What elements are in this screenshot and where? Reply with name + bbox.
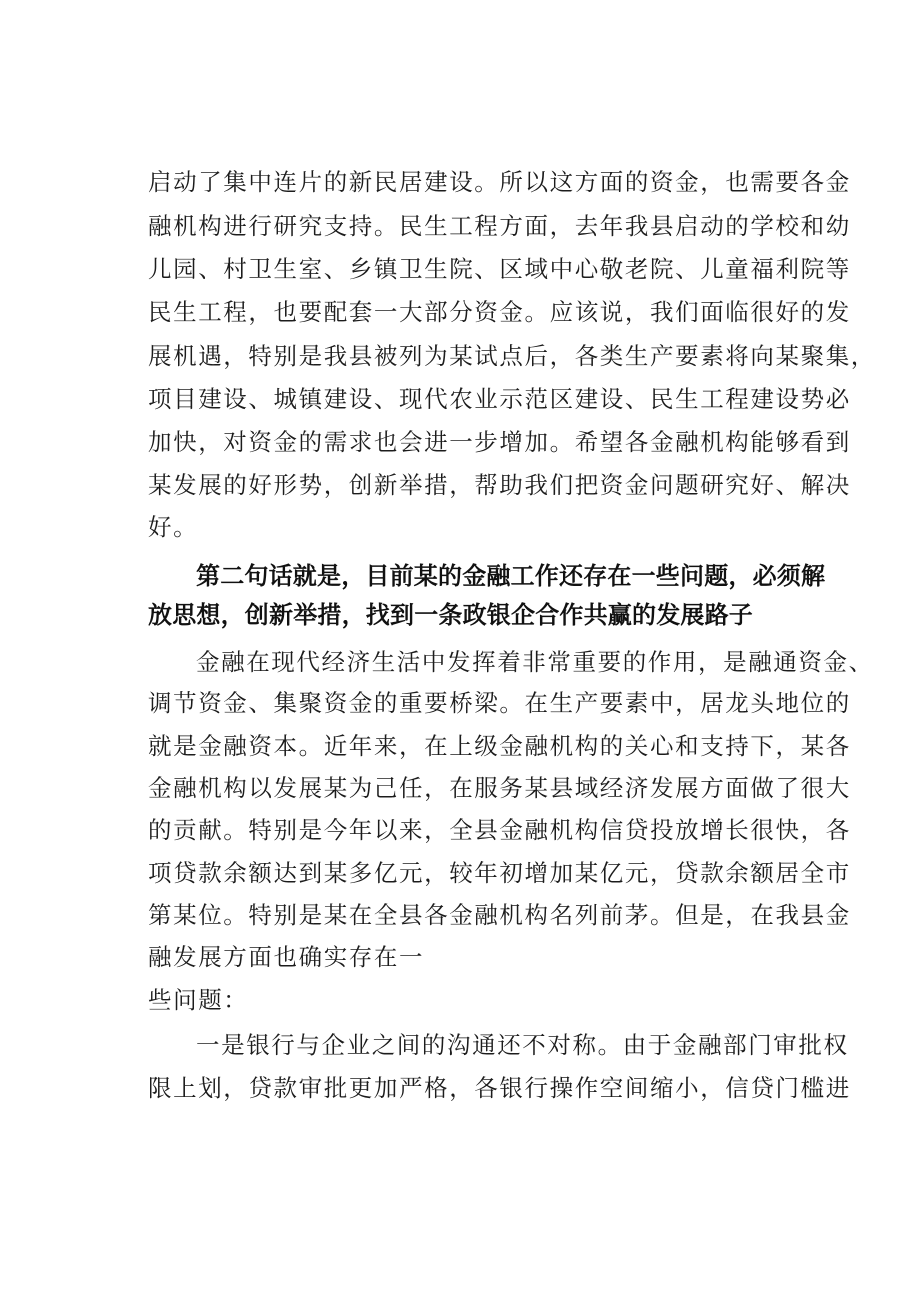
text-line: 融发展方面也确实存在一 — [148, 943, 425, 971]
text-line: 限上划，贷款审批更加严格，各银行操作空间缩小，信贷门槛进 — [148, 1074, 851, 1102]
text-line: 就是金融资本。近年来，在上级金融机构的关心和支持下，某各 — [148, 732, 851, 760]
text-line: 儿园、村卫生室、乡镇卫生院、区域中心敬老院、儿童福利院等 — [148, 255, 851, 283]
text-line: 一是银行与企业之间的沟通还不对称。由于金融部门审批权 — [196, 1031, 849, 1059]
heading-line: 放思想，创新举措，找到一条政银企合作共赢的发展路子 — [148, 601, 753, 629]
text-line: 金融机构以发展某为己任，在服务某县域经济发展方面做了很大 — [148, 774, 851, 802]
text-line: 展机遇，特别是我县被列为某试点后，各类生产要素将向某聚集， — [148, 342, 876, 370]
text-line: 的贡献。特别是今年以来，全县金融机构信贷投放增长很快，各 — [148, 816, 851, 844]
text-line: 民生工程，也要配套一大部分资金。应该说，我们面临很好的发 — [148, 298, 851, 326]
heading-line: 第二句话就是，目前某的金融工作还存在一些问题，必须解 — [196, 562, 826, 590]
text-line: 好。 — [148, 513, 199, 541]
text-line: 些问题： — [148, 986, 249, 1014]
text-line: 项目建设、城镇建设、现代农业示范区建设、民生工程建设势必 — [148, 385, 851, 413]
text-line: 调节资金、集聚资金的重要桥梁。在生产要素中，居龙头地位的 — [148, 689, 851, 717]
text-line: 某发展的好形势，创新举措，帮助我们把资金问题研究好、解决 — [148, 471, 851, 499]
text-line: 金融在现代经济生活中发挥着非常重要的作用，是融通资金、 — [196, 648, 874, 676]
text-line: 融机构进行研究支持。民生工程方面，去年我县启动的学校和幼 — [148, 212, 851, 240]
text-line: 加快，对资金的需求也会进一步增加。希望各金融机构能够看到 — [148, 428, 851, 456]
text-line: 启动了集中连片的新民居建设。所以这方面的资金，也需要各金 — [148, 168, 851, 196]
text-line: 第某位。特别是某在全县各金融机构名列前茅。但是，在我县金 — [148, 901, 851, 929]
text-line: 项贷款余额达到某多亿元，较年初增加某亿元，贷款余额居全市 — [148, 859, 851, 887]
